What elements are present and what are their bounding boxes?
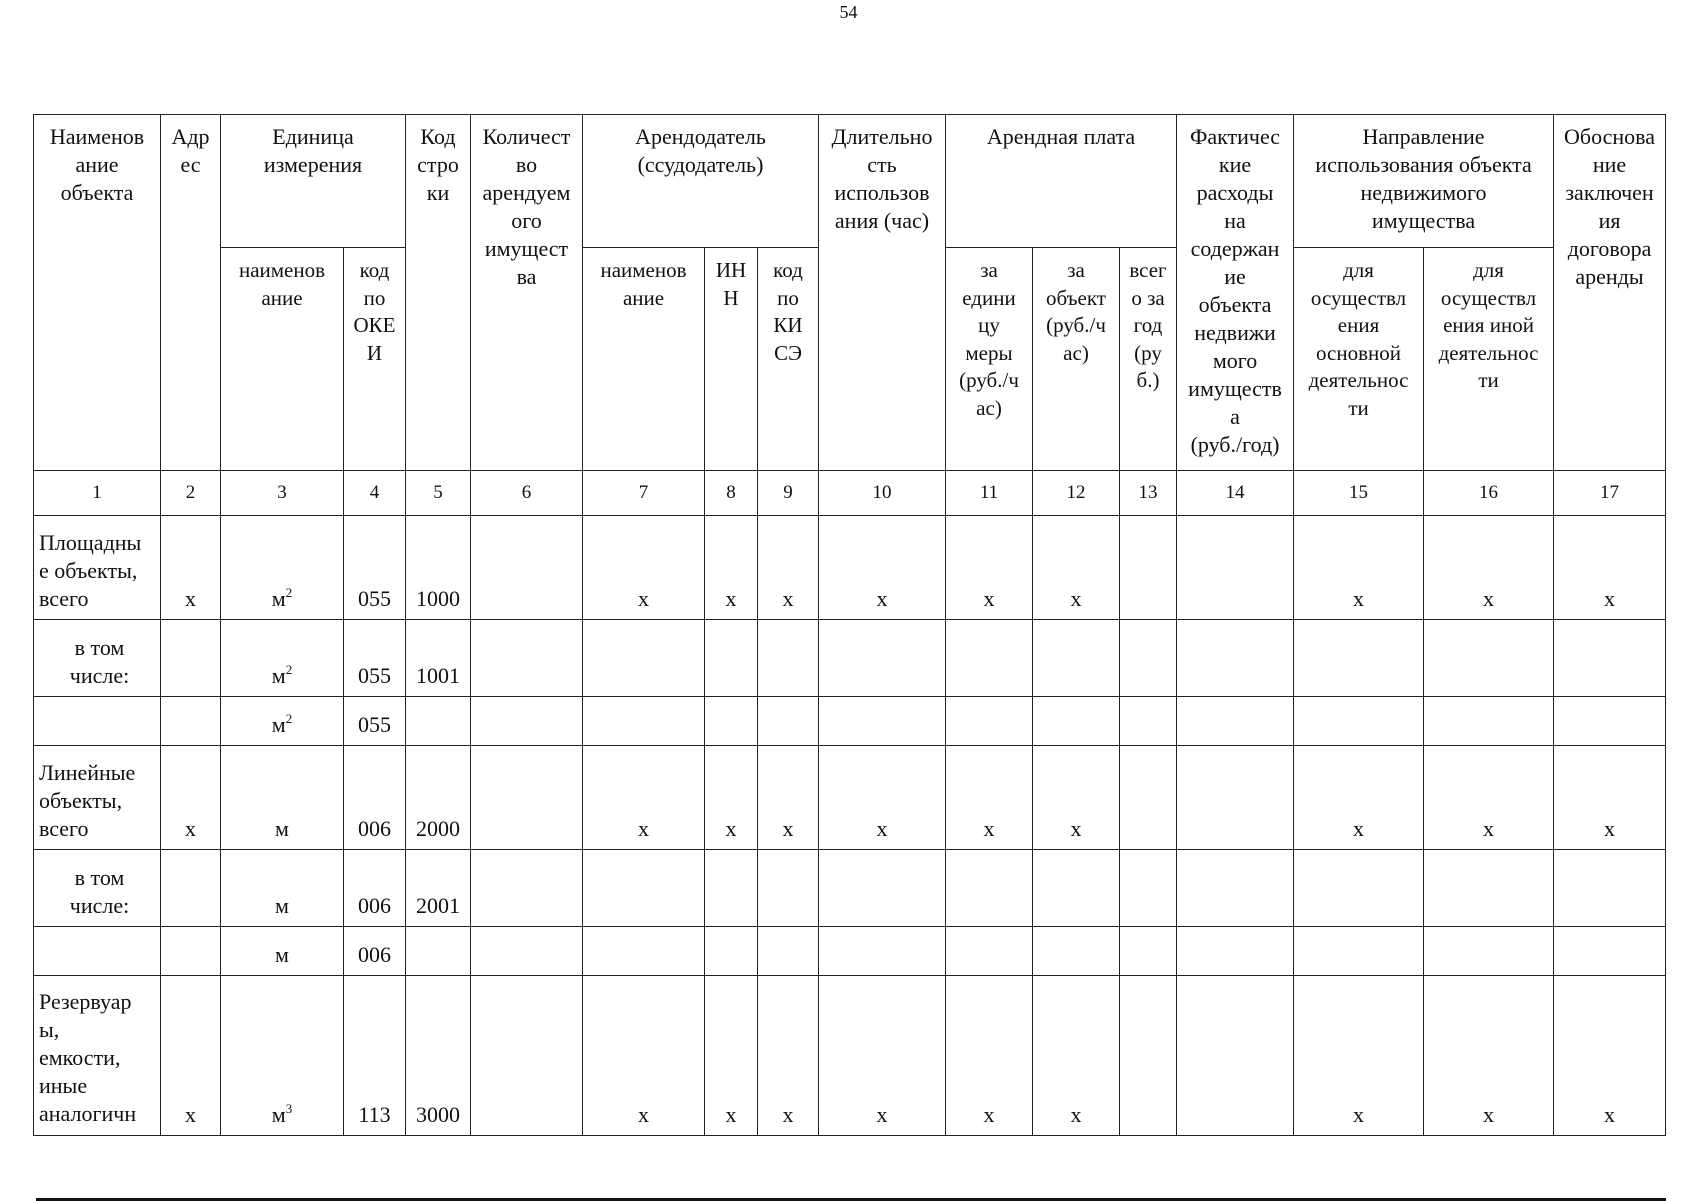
cell-justif: x	[1554, 516, 1666, 620]
column-number: 7	[583, 471, 705, 516]
cell-inn: x	[705, 976, 758, 1136]
column-number: 13	[1120, 471, 1177, 516]
column-number: 11	[946, 471, 1033, 516]
cell-qty	[471, 620, 583, 697]
header-object-name: Наименов ание объекта	[34, 115, 161, 471]
cell-line	[406, 697, 471, 746]
cell-main	[1294, 927, 1424, 976]
table-row	[34, 976, 1666, 1136]
cell-justif	[1554, 850, 1666, 927]
cell-qty	[471, 976, 583, 1136]
unit-cell	[221, 850, 344, 927]
object-name-cell	[34, 927, 161, 976]
cell-okei: 006	[344, 927, 406, 976]
cell-line: 3000	[406, 976, 471, 1136]
cell-lessor-name	[583, 850, 705, 927]
cell-okei: 055	[344, 697, 406, 746]
cell-per-year	[1120, 850, 1177, 927]
column-number: 9	[758, 471, 819, 516]
cell-lessor-name	[583, 697, 705, 746]
column-number: 4	[344, 471, 406, 516]
table-row	[34, 697, 1666, 746]
header-lessor: Арендодатель (ссудодатель)	[583, 115, 819, 248]
cell-per-object	[1033, 850, 1120, 927]
column-number: 5	[406, 471, 471, 516]
cell-qty	[471, 927, 583, 976]
column-number: 17	[1554, 471, 1666, 516]
cell-per-object: x	[1033, 746, 1120, 850]
cell-per-year	[1120, 697, 1177, 746]
unit-exponent: 2	[285, 662, 293, 677]
cell-address	[161, 697, 221, 746]
cell-costs	[1177, 850, 1294, 927]
unit-cell	[221, 927, 344, 976]
header-direction: Направление использования объекта недвижимого имущества	[1294, 115, 1554, 248]
cell-inn	[705, 620, 758, 697]
unit-name: м	[275, 893, 289, 918]
cell-qty	[471, 697, 583, 746]
object-name-cell: в том числе:	[34, 620, 161, 697]
table-row	[34, 850, 1666, 927]
object-name-cell: Резервуар ы, емкости, иные аналогичн	[34, 976, 161, 1136]
cell-okei: 006	[344, 746, 406, 850]
unit-exponent: 3	[285, 1101, 293, 1116]
cell-duration	[819, 927, 946, 976]
unit-name: м	[271, 712, 286, 737]
cell-line	[406, 927, 471, 976]
unit-cell	[221, 697, 344, 746]
cell-duration: x	[819, 976, 946, 1136]
cell-justif: x	[1554, 976, 1666, 1136]
rental-report-table	[33, 114, 1666, 1136]
object-name-cell: Линейные объекты, всего	[34, 746, 161, 850]
header-unit-okei: код по ОКЕ И	[344, 248, 406, 471]
cell-other	[1424, 620, 1554, 697]
cell-duration	[819, 697, 946, 746]
header-actual-costs: Фактичес кие расходы на содержан ие объекта недвижи мого имуществ а (руб./год)	[1177, 115, 1294, 471]
cell-address: x	[161, 516, 221, 620]
cell-address	[161, 620, 221, 697]
cell-kise: x	[758, 516, 819, 620]
column-number: 12	[1033, 471, 1120, 516]
cell-per-unit	[946, 927, 1033, 976]
header-direction-other: для осуществл ения иной деятельнос ти	[1424, 248, 1554, 471]
cell-other: x	[1424, 976, 1554, 1136]
cell-kise: x	[758, 976, 819, 1136]
cell-okei: 055	[344, 620, 406, 697]
cell-main: x	[1294, 516, 1424, 620]
cell-line: 1001	[406, 620, 471, 697]
cell-per-object: x	[1033, 976, 1120, 1136]
unit-name: м	[271, 586, 286, 611]
cell-address: x	[161, 976, 221, 1136]
cell-other: x	[1424, 746, 1554, 850]
table-row	[34, 516, 1666, 620]
cell-per-object	[1033, 697, 1120, 746]
cell-costs	[1177, 746, 1294, 850]
cell-okei: 055	[344, 516, 406, 620]
cell-costs	[1177, 620, 1294, 697]
cell-costs	[1177, 976, 1294, 1136]
cell-justif	[1554, 927, 1666, 976]
unit-cell	[221, 746, 344, 850]
header-rent-per-unit: за едини цу меры (руб./ч ас)	[946, 248, 1033, 471]
column-number: 3	[221, 471, 344, 516]
header-direction-main: для осуществл ения основной деятельнос ти	[1294, 248, 1424, 471]
cell-inn	[705, 850, 758, 927]
cell-main	[1294, 697, 1424, 746]
cell-per-unit: x	[946, 746, 1033, 850]
cell-line: 2001	[406, 850, 471, 927]
cell-address	[161, 850, 221, 927]
cell-main: x	[1294, 746, 1424, 850]
cell-line: 1000	[406, 516, 471, 620]
table-row	[34, 746, 1666, 850]
cell-inn: x	[705, 516, 758, 620]
cell-lessor-name: x	[583, 976, 705, 1136]
cell-per-year	[1120, 927, 1177, 976]
unit-name: м	[271, 1102, 286, 1127]
cell-address: x	[161, 746, 221, 850]
cell-other	[1424, 927, 1554, 976]
cell-duration: x	[819, 516, 946, 620]
cell-costs	[1177, 927, 1294, 976]
header-lessor-kise: код по КИ СЭ	[758, 248, 819, 471]
page-number: 54	[839, 2, 858, 22]
cell-per-year	[1120, 620, 1177, 697]
unit-cell	[221, 976, 344, 1136]
header-unit-name: наименов ание	[221, 248, 344, 471]
cell-lessor-name	[583, 927, 705, 976]
cell-qty	[471, 516, 583, 620]
cell-other	[1424, 697, 1554, 746]
cell-per-year	[1120, 976, 1177, 1136]
cell-kise	[758, 620, 819, 697]
cell-lessor-name	[583, 620, 705, 697]
cell-duration: x	[819, 746, 946, 850]
column-numbers-row	[34, 471, 1666, 516]
header-address: Адр ес	[161, 115, 221, 471]
unit-name: м	[275, 816, 289, 841]
cell-inn	[705, 697, 758, 746]
cell-lessor-name: x	[583, 746, 705, 850]
column-number: 1	[34, 471, 161, 516]
cell-other	[1424, 850, 1554, 927]
unit-name: м	[275, 942, 289, 967]
column-number: 2	[161, 471, 221, 516]
cell-per-object	[1033, 620, 1120, 697]
column-number: 16	[1424, 471, 1554, 516]
cell-justif	[1554, 697, 1666, 746]
unit-cell	[221, 516, 344, 620]
cell-duration	[819, 620, 946, 697]
cell-per-object	[1033, 927, 1120, 976]
cell-inn	[705, 927, 758, 976]
cell-per-unit	[946, 620, 1033, 697]
cell-per-object: x	[1033, 516, 1120, 620]
cell-main: x	[1294, 976, 1424, 1136]
cell-okei: 006	[344, 850, 406, 927]
cell-lessor-name: x	[583, 516, 705, 620]
cell-okei: 113	[344, 976, 406, 1136]
cell-qty	[471, 850, 583, 927]
unit-exponent: 2	[285, 585, 293, 600]
header-unit: Единица измерения	[221, 115, 406, 248]
cell-justif	[1554, 620, 1666, 697]
cell-kise	[758, 697, 819, 746]
cell-justif: x	[1554, 746, 1666, 850]
header-rent: Арендная плата	[946, 115, 1177, 248]
header-rent-per-object: за объект (руб./ч ас)	[1033, 248, 1120, 471]
object-name-cell	[34, 697, 161, 746]
cell-kise	[758, 927, 819, 976]
header-duration: Длительно сть использов ания (час)	[819, 115, 946, 471]
header-justification: Обоснова ние заключен ия договора аренды	[1554, 115, 1666, 471]
header-lessor-inn: ИН Н	[705, 248, 758, 471]
cell-main	[1294, 850, 1424, 927]
cell-main	[1294, 620, 1424, 697]
column-number: 6	[471, 471, 583, 516]
header-quantity: Количест во арендуем ого имущест ва	[471, 115, 583, 471]
cell-kise	[758, 850, 819, 927]
cell-address	[161, 927, 221, 976]
table-row	[34, 927, 1666, 976]
unit-cell	[221, 620, 344, 697]
cell-kise: x	[758, 746, 819, 850]
cell-inn: x	[705, 746, 758, 850]
column-number: 14	[1177, 471, 1294, 516]
header-rent-per-year: всег о за год (ру б.)	[1120, 248, 1177, 471]
column-number: 10	[819, 471, 946, 516]
cell-costs	[1177, 516, 1294, 620]
column-number: 8	[705, 471, 758, 516]
header-line-code: Код стро ки	[406, 115, 471, 471]
cell-per-year	[1120, 516, 1177, 620]
cell-qty	[471, 746, 583, 850]
object-name-cell: в том числе:	[34, 850, 161, 927]
cell-costs	[1177, 697, 1294, 746]
cell-other: x	[1424, 516, 1554, 620]
table-row	[34, 620, 1666, 697]
cell-duration	[819, 850, 946, 927]
object-name-cell: Площадны е объекты, всего	[34, 516, 161, 620]
cell-per-year	[1120, 746, 1177, 850]
unit-exponent: 2	[285, 711, 293, 726]
cell-per-unit: x	[946, 516, 1033, 620]
unit-name: м	[271, 663, 286, 688]
cell-line: 2000	[406, 746, 471, 850]
column-number: 15	[1294, 471, 1424, 516]
header-lessor-name: наименов ание	[583, 248, 705, 471]
cell-per-unit: x	[946, 976, 1033, 1136]
cell-per-unit	[946, 697, 1033, 746]
cell-per-unit	[946, 850, 1033, 927]
